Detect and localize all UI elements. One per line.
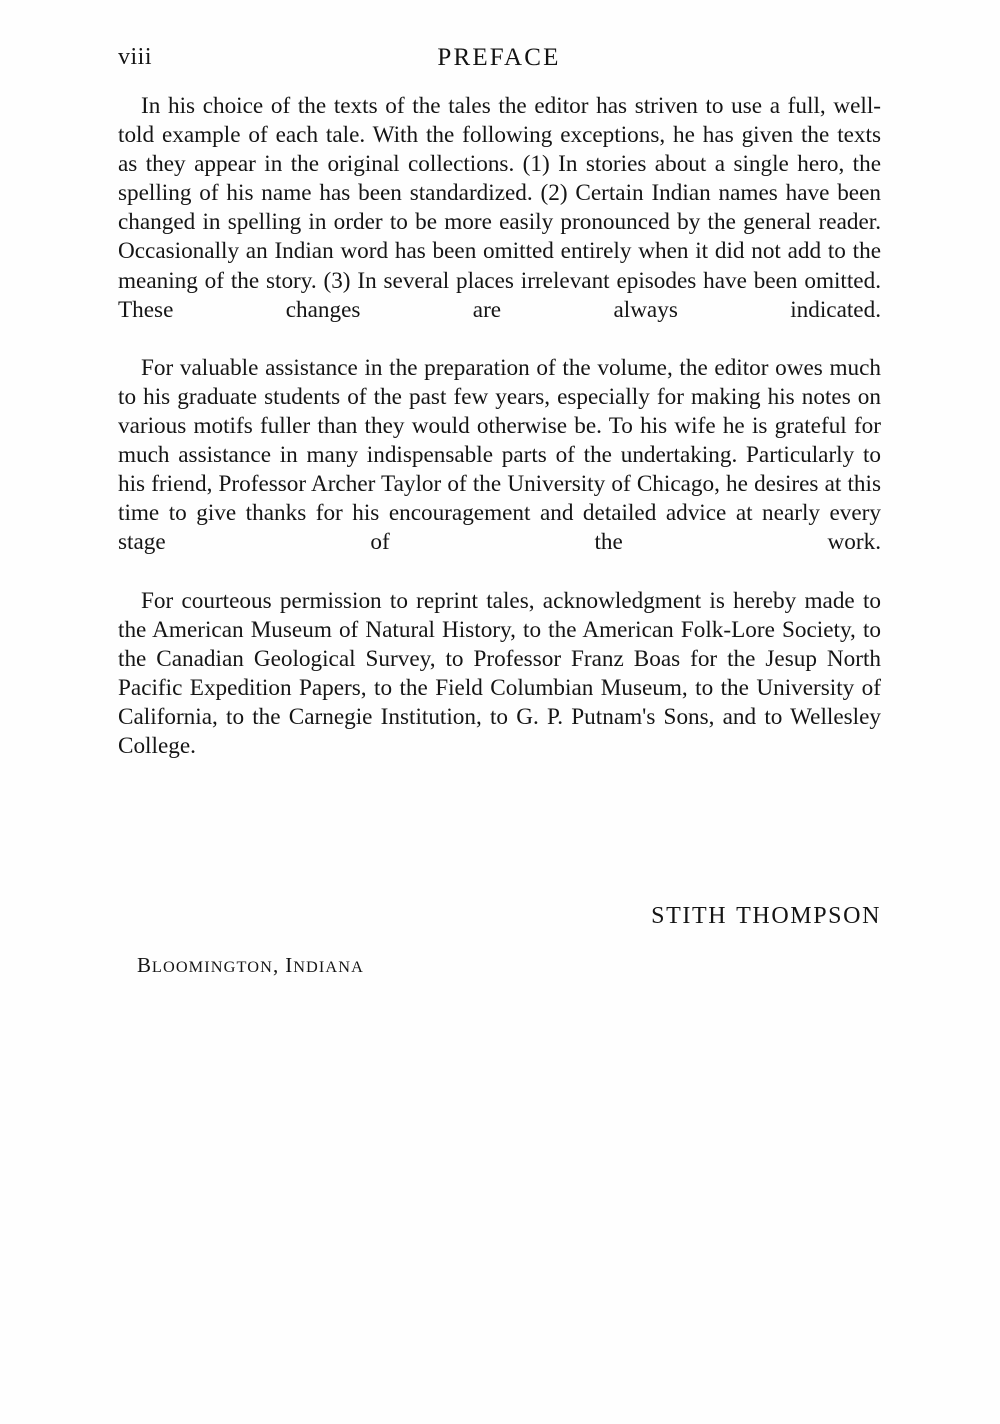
signature-last-name: THOMPSON bbox=[736, 903, 881, 929]
city-rest: LOOMINGTON bbox=[151, 957, 273, 976]
state-initial: I bbox=[285, 953, 294, 977]
paragraph: For valuable assistance in the preparation of the volume, the editor owes much to his graduate students of the past few years, especially for making his notes on various motifs fuller than they would otherwise be. To his wife he is grateful for much assistance in many indispensable parts of the undertaking. Particularly to his friend, Professor Archer Taylor of the University of Chicago, he desires at this time to give thanks for his encouragement and detailed advice at nearly every stage of the work. bbox=[118, 354, 881, 556]
body-text-block bbox=[118, 92, 881, 790]
state-rest: NDIANA bbox=[293, 957, 364, 976]
page-number: viii bbox=[118, 44, 153, 70]
running-head-title: PREFACE bbox=[437, 44, 561, 71]
place-line bbox=[137, 953, 364, 978]
city-initial: B bbox=[137, 953, 152, 977]
paragraph: For courteous permission to reprint tales, acknowledgment is hereby made to the American Museum of Natural History, to the American Folk-Lore Society, to the Canadian Geological Survey, to Professor Franz Boas for the Jesup North Pacific Expedition Papers, to the Field Columbian Museum, to the University of California, to the Carnegie Institution, to G. P. Putnam's Sons, and to Wellesley College. bbox=[118, 587, 881, 760]
running-head bbox=[118, 44, 880, 78]
paragraph: In his choice of the texts of the tales the editor has striven to use a full, well-told example of each tale. With the following exceptions, he has given the texts as they appear in the original collections. (1) In stories about a single hero, the spelling of his name has been standardized. (2) Certain Indian names have been changed in spelling in order to be more easily pronounced by the general reader. Occasionally an Indian word has been omitted entirely when it did not add to the meaning of the story. (3) In several places irrelevant episodes have been omitted. These changes are always indicated. bbox=[118, 93, 881, 323]
place-separator: , bbox=[272, 953, 286, 977]
signature-first-name: STITH bbox=[651, 903, 728, 929]
author-signature bbox=[118, 903, 881, 930]
